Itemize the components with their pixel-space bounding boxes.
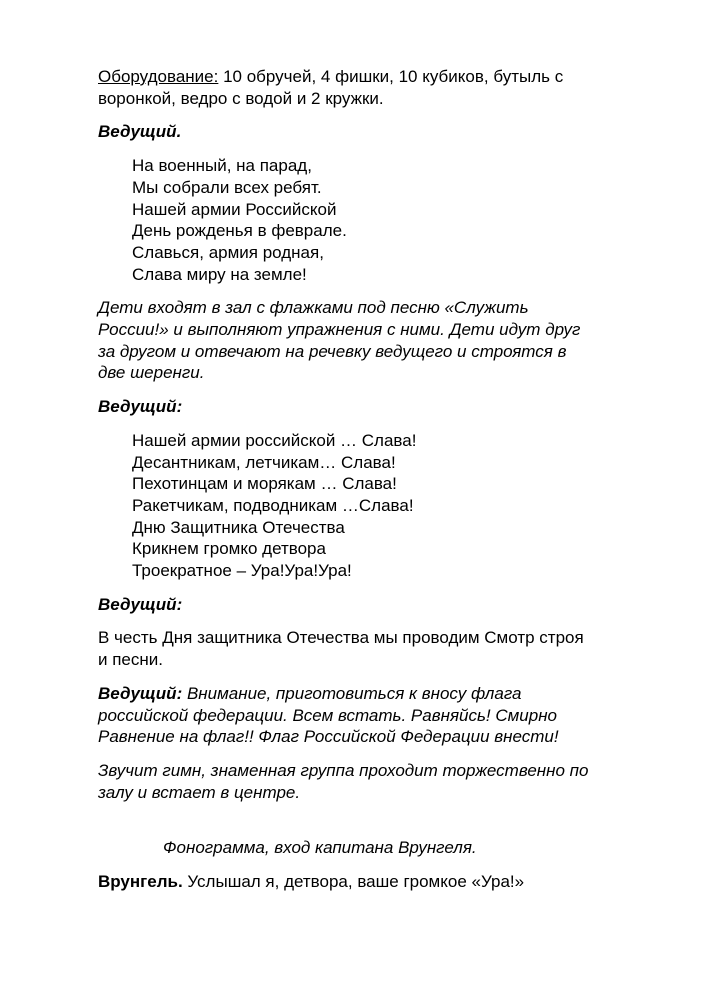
speaker-label-vrungel: Врунгель. [98, 872, 183, 892]
stage-direction-line: за другом и отвечают на речевку ведущего и строятся в [98, 341, 567, 361]
equipment-paragraph [98, 66, 645, 109]
vrungel-text: Услышал я, детвора, ваше громкое «Ура!» [182, 872, 525, 892]
verse-line: Ракетчикам, подводникам …Слава! [132, 495, 414, 515]
verse-line: Троекратное – Ура!Ура!Ура! [132, 561, 352, 581]
verse-block-2 [132, 430, 645, 582]
verse-line: На военный, на парад, [132, 156, 312, 176]
equipment-line: воронкой, ведро с водой и 2 кружки. [98, 88, 384, 108]
stage-direction-line: Звучит гимн, знаменная группа проходит торжественно по [98, 760, 589, 780]
host-flag-text: Внимание, приготовиться к вносу флага [182, 683, 522, 703]
host-flag-line: Равнение на флаг!! Флаг Российской Федерации внести! [98, 727, 559, 747]
host-flag-line: российской федерации. Всем встать. Равняйсь! Смирно [98, 705, 558, 725]
equipment-line [98, 66, 645, 88]
speaker-heading-host-3: Ведущий: [98, 594, 183, 614]
stage-direction-anthem [98, 760, 645, 803]
stage-direction-line: России!» и выполняют упражнения с ними. Дети идут друг [98, 320, 581, 340]
speaker-heading-host-1: Ведущий. [98, 122, 182, 142]
speaker-label-host: Ведущий: [98, 683, 183, 703]
verse-line: День рожденья в феврале. [132, 221, 347, 241]
host-announcement-paragraph [98, 627, 645, 670]
verse-line: Мы собрали всех ребят. [132, 177, 322, 197]
vrungel-line-paragraph [98, 871, 645, 893]
vrungel-line [98, 871, 645, 893]
verse-line: Слава миру на земле! [132, 264, 307, 284]
equipment-label: Оборудование: [98, 67, 219, 86]
stage-direction-phonogram: Фонограмма, вход капитана Врунгеля. [163, 838, 477, 858]
verse-block-1 [132, 155, 645, 285]
stage-direction-line: Дети входят в зал с флажками под песню «Служить [98, 298, 529, 318]
speaker-heading-host-2: Ведущий: [98, 397, 183, 417]
verse-line: Славься, армия родная, [132, 242, 324, 262]
announcement-line: В честь Дня защитника Отечества мы проводим Смотр строя [98, 628, 584, 648]
verse-line: Пехотинцам и морякам … Слава! [132, 474, 397, 494]
stage-direction-line: залу и встает в центре. [98, 782, 301, 802]
announcement-line: и песни. [98, 650, 163, 670]
verse-line: Дню Защитника Отечества [132, 517, 345, 537]
stage-direction-entrance [98, 297, 645, 384]
equipment-items: 10 обручей, 4 фишки, 10 кубиков, бутыль с [218, 67, 564, 86]
stage-direction-line: две шеренги. [98, 363, 205, 383]
verse-line: Крикнем громко детвора [132, 539, 326, 559]
host-flag-paragraph [98, 683, 645, 748]
verse-line: Нашей армии Российской [132, 199, 337, 219]
verse-line: Нашей армии российской … Слава! [132, 430, 417, 450]
host-flag-line [98, 683, 645, 705]
verse-line: Десантникам, летчикам… Слава! [132, 452, 396, 472]
